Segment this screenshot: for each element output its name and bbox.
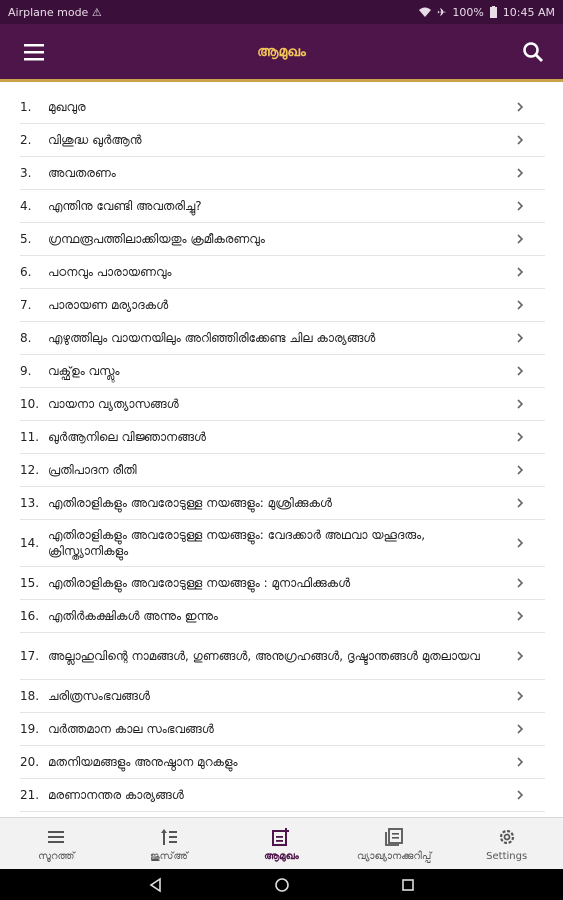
chevron-right-icon [515,609,525,623]
chevron-right-icon [515,100,525,114]
list-item[interactable] [20,124,545,157]
airplane-mode-label: Airplane mode ⚠ [8,5,102,19]
item-title: ഖുർആനിലെ വിജ്ഞാനങ്ങൾ [48,430,206,444]
system-navigation-bar [0,869,563,900]
chevron-right-icon [515,265,525,279]
item-number: 16. [20,609,40,623]
chevron-right-icon [515,397,525,411]
item-title: വിശുദ്ധ ഖുർആൻ [48,133,142,147]
sort-icon [159,827,179,847]
list-item[interactable] [20,157,545,190]
recents-icon[interactable] [400,877,416,893]
list-item[interactable] [20,779,545,812]
item-number: 8. [20,331,32,345]
nav-commentary[interactable] [338,818,451,870]
chevron-right-icon [515,364,525,378]
list-item[interactable] [20,454,545,487]
item-number: 14. [20,536,40,550]
search-icon[interactable] [521,40,545,64]
item-title: എതിരാളികളും അവരോടുള്ള നയങ്ങളും: വേദക്കാർ അഥവാ യഹൂദരും, ക്രിസ്ത്യാനികളും [48,528,426,558]
item-number: 20. [20,755,40,769]
nav-label: Settings [486,850,528,862]
item-title: മുഖവുര [48,99,86,114]
item-title: എഴുത്തിലും വായനയിലും അറിഞ്ഞിരിക്കേണ്ട ചില കാര്യങ്ങൾ [48,331,376,345]
item-number: 10. [20,397,40,411]
chevron-right-icon [515,536,525,550]
list-item[interactable] [20,190,545,223]
list-item[interactable] [20,600,545,633]
item-number: 6. [20,265,32,279]
item-title: അവതരണം [48,166,116,180]
item-title: എതിരാളികളും അവരോടുള്ള നയങ്ങളും: മുശ്രിക്കുകൾ [48,496,332,510]
battery-icon [490,6,497,18]
nav-surah[interactable] [0,818,113,870]
chevron-right-icon [515,576,525,590]
clock: 10:45 AM [502,5,555,19]
chevron-right-icon [515,496,525,510]
menu-icon[interactable] [22,41,46,63]
item-title: വർത്തമാന കാല സംഭവങ്ങൾ [48,722,214,736]
notes-icon [384,827,404,847]
nav-settings[interactable] [450,818,563,870]
item-number: 11. [20,430,40,444]
list-item[interactable] [20,713,545,746]
item-title: എന്തിനു വേണ്ടി അവതരിച്ചു? [48,199,202,213]
item-title: മതനിയമങ്ങളും അനുഷ്ഠാന മുറകളും [48,755,238,769]
chevron-right-icon [515,430,525,444]
chevron-right-icon [515,331,525,345]
list-item[interactable] [20,223,545,256]
toc-list[interactable] [0,90,563,817]
item-number: 13. [20,496,40,510]
chevron-right-icon [515,166,525,180]
chevron-right-icon [515,788,525,802]
list-item[interactable] [20,567,545,600]
chevron-right-icon [515,133,525,147]
list-item[interactable] [20,633,545,680]
status-bar [0,0,563,24]
item-number: 4. [20,199,32,213]
list-item[interactable] [20,421,545,454]
list-item[interactable] [20,487,545,520]
list-item[interactable] [20,289,545,322]
item-number: 15. [20,576,40,590]
list-item[interactable] [20,90,545,124]
chevron-right-icon [515,755,525,769]
item-number: 1. [20,99,32,114]
item-number: 9. [20,364,32,378]
item-title: എതിരാളികളും അവരോടുള്ള നയങ്ങളും : മുനാഫിക്കുകൾ [48,576,351,590]
edit-note-icon [271,827,291,847]
nav-juz[interactable] [113,818,226,870]
item-title: വക്ഫ്ഉം വസ്ലും [48,364,120,378]
battery-percent: 100% [452,5,484,19]
chevron-right-icon [515,689,525,703]
nav-label: ആമുഖം [264,850,299,862]
back-icon[interactable] [148,877,164,893]
item-number: 19. [20,722,40,736]
item-title: എതിർകക്ഷികൾ അന്നും ഇന്നും [48,609,218,623]
page-title: ആമുഖം [257,43,306,60]
chevron-right-icon [515,232,525,246]
item-title: അല്ലാഹുവിന്റെ നാമങ്ങൾ, ഗുണങ്ങൾ, അനുഗ്രഹങ്ങൾ, ദൃഷ്ടാന്തങ്ങൾ മുതലായവ [48,649,480,663]
chevron-right-icon [515,722,525,736]
list-item[interactable] [20,746,545,779]
nav-label: വ്യാഖ്യാനക്കുറിപ്പ് [356,850,432,862]
item-title: പഠനവും പാരായണവും [48,265,172,279]
app-bar [0,24,563,82]
bottom-navigation [0,817,563,870]
list-item[interactable] [20,388,545,421]
item-title: ചരിത്രസംഭവങ്ങൾ [48,689,150,703]
chevron-right-icon [515,463,525,477]
item-number: 21. [20,788,40,802]
list-item[interactable] [20,520,545,567]
wifi-icon [419,7,431,17]
nav-intro[interactable] [225,818,338,870]
item-number: 2. [20,133,32,147]
nav-label: ജുസ്അ് [149,850,188,862]
home-icon[interactable] [274,877,290,893]
item-number: 12. [20,463,40,477]
item-title: പാരായണ മര്യാദകൾ [48,298,169,312]
item-title: പ്രതിപാദന രീതി [48,463,137,477]
chevron-right-icon [515,649,525,663]
gear-icon [497,827,517,847]
item-title: ഗ്രന്ഥരൂപത്തിലാക്കിയതും ക്രമീകരണവും [48,232,265,246]
item-number: 18. [20,689,40,703]
item-number: 17. [20,649,40,663]
chevron-right-icon [515,298,525,312]
airplane-icon: ✈ [437,5,447,19]
list-item[interactable] [20,256,545,289]
list-icon [46,827,66,847]
list-item[interactable] [20,322,545,355]
item-number: 5. [20,232,32,246]
list-item[interactable] [20,680,545,713]
chevron-right-icon [515,199,525,213]
nav-label: സൂറത്ത് [38,850,75,862]
item-title: മരണാനന്തര കാര്യങ്ങൾ [48,788,184,802]
list-item[interactable] [20,355,545,388]
item-title: വായനാ വ്യത്യാസങ്ങൾ [48,397,179,411]
item-number: 3. [20,166,32,180]
item-number: 7. [20,298,32,312]
